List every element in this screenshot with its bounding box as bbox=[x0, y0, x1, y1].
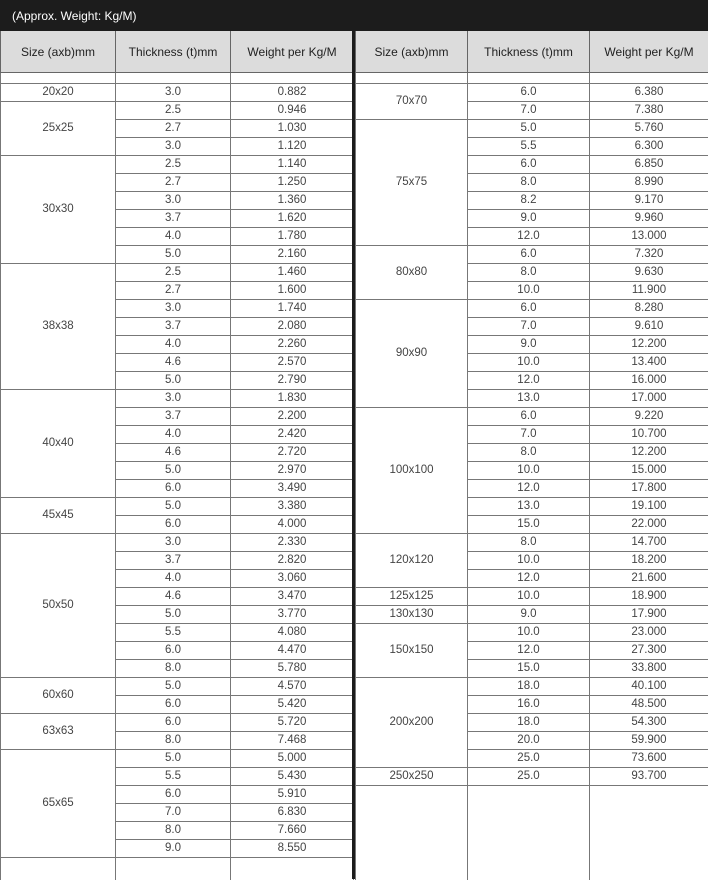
thickness-cell: 10.0 bbox=[468, 624, 590, 642]
thickness-cell: 7.0 bbox=[116, 804, 231, 822]
table-row bbox=[356, 120, 708, 138]
table-row bbox=[1, 498, 354, 516]
thickness-cell: 6.0 bbox=[468, 84, 590, 102]
weight-cell: 3.060 bbox=[231, 570, 354, 588]
table-row bbox=[1, 84, 354, 102]
spacer-cell bbox=[590, 73, 708, 84]
thickness-cell: 8.0 bbox=[468, 174, 590, 192]
thickness-cell: 12.0 bbox=[468, 372, 590, 390]
thickness-cell: 6.0 bbox=[116, 642, 231, 660]
thickness-cell: 5.0 bbox=[116, 462, 231, 480]
thickness-cell: 18.0 bbox=[468, 678, 590, 696]
thickness-cell: 4.0 bbox=[116, 336, 231, 354]
weight-cell: 1.620 bbox=[231, 210, 354, 228]
weight-cell: 17.900 bbox=[590, 606, 708, 624]
weight-cell: 1.250 bbox=[231, 174, 354, 192]
spacer-cell bbox=[468, 73, 590, 84]
table-row bbox=[356, 678, 708, 696]
thickness-cell: 8.2 bbox=[468, 192, 590, 210]
weight-cell: 33.800 bbox=[590, 660, 708, 678]
thickness-cell: 6.0 bbox=[116, 516, 231, 534]
weight-cell: 2.970 bbox=[231, 462, 354, 480]
weight-cell: 2.160 bbox=[231, 246, 354, 264]
weight-cell: 16.000 bbox=[590, 372, 708, 390]
weight-cell: 18.200 bbox=[590, 552, 708, 570]
blank-cell bbox=[590, 786, 708, 880]
weight-cell: 9.960 bbox=[590, 210, 708, 228]
size-cell: 150x150 bbox=[356, 624, 468, 678]
thickness-cell: 2.7 bbox=[116, 120, 231, 138]
table-caption: (Approx. Weight: Kg/M) bbox=[0, 0, 708, 31]
weight-cell: 2.200 bbox=[231, 408, 354, 426]
thickness-cell: 4.6 bbox=[116, 444, 231, 462]
weight-cell: 17.800 bbox=[590, 480, 708, 498]
weight-table-left bbox=[0, 31, 354, 880]
thickness-cell: 12.0 bbox=[468, 480, 590, 498]
thickness-cell: 3.7 bbox=[116, 210, 231, 228]
thickness-cell: 4.6 bbox=[116, 354, 231, 372]
thickness-cell: 15.0 bbox=[468, 516, 590, 534]
weight-cell: 5.000 bbox=[231, 750, 354, 768]
weight-cell: 4.470 bbox=[231, 642, 354, 660]
weight-cell: 2.420 bbox=[231, 426, 354, 444]
weight-cell: 5.420 bbox=[231, 696, 354, 714]
weight-cell: 7.468 bbox=[231, 732, 354, 750]
weight-header: Weight per Kg/M bbox=[590, 31, 708, 73]
blank-cell bbox=[116, 858, 231, 880]
table-row bbox=[356, 624, 708, 642]
size-cell: 125x125 bbox=[356, 588, 468, 606]
thickness-cell: 6.0 bbox=[116, 786, 231, 804]
thickness-cell: 3.7 bbox=[116, 408, 231, 426]
weight-cell: 2.820 bbox=[231, 552, 354, 570]
thickness-cell: 5.5 bbox=[116, 768, 231, 786]
thickness-cell: 4.0 bbox=[116, 228, 231, 246]
size-cell: 50x50 bbox=[1, 534, 116, 678]
table-row bbox=[1, 750, 354, 768]
thickness-cell: 7.0 bbox=[468, 318, 590, 336]
size-cell: 80x80 bbox=[356, 246, 468, 300]
table-row bbox=[1, 678, 354, 696]
weight-cell: 54.300 bbox=[590, 714, 708, 732]
table-row bbox=[356, 246, 708, 264]
size-cell: 70x70 bbox=[356, 84, 468, 120]
table-row bbox=[356, 84, 708, 102]
thickness-cell: 4.6 bbox=[116, 588, 231, 606]
size-cell: 120x120 bbox=[356, 534, 468, 588]
weight-cell: 9.610 bbox=[590, 318, 708, 336]
weight-cell: 7.320 bbox=[590, 246, 708, 264]
weight-cell: 7.660 bbox=[231, 822, 354, 840]
weight-cell: 4.080 bbox=[231, 624, 354, 642]
thickness-cell: 3.7 bbox=[116, 318, 231, 336]
weight-cell: 21.600 bbox=[590, 570, 708, 588]
thickness-cell: 2.5 bbox=[116, 102, 231, 120]
weight-cell: 4.570 bbox=[231, 678, 354, 696]
table-row bbox=[1, 264, 354, 282]
weight-cell: 2.260 bbox=[231, 336, 354, 354]
thickness-cell: 3.0 bbox=[116, 534, 231, 552]
size-cell: 75x75 bbox=[356, 120, 468, 246]
weight-cell: 23.000 bbox=[590, 624, 708, 642]
spacer-cell bbox=[1, 73, 116, 84]
thickness-cell: 3.0 bbox=[116, 192, 231, 210]
thickness-cell: 6.0 bbox=[468, 156, 590, 174]
thickness-cell: 10.0 bbox=[468, 282, 590, 300]
weight-cell: 17.000 bbox=[590, 390, 708, 408]
size-cell: 130x130 bbox=[356, 606, 468, 624]
size-cell: 250x250 bbox=[356, 768, 468, 786]
weight-cell: 1.830 bbox=[231, 390, 354, 408]
weight-cell: 3.470 bbox=[231, 588, 354, 606]
thickness-cell: 12.0 bbox=[468, 570, 590, 588]
weight-table-right bbox=[355, 31, 708, 880]
spacer-cell bbox=[231, 73, 354, 84]
weight-cell: 5.760 bbox=[590, 120, 708, 138]
weight-cell: 93.700 bbox=[590, 768, 708, 786]
table-row bbox=[1, 534, 354, 552]
weight-cell: 2.570 bbox=[231, 354, 354, 372]
weight-cell: 1.120 bbox=[231, 138, 354, 156]
weight-cell: 59.900 bbox=[590, 732, 708, 750]
weight-cell: 1.360 bbox=[231, 192, 354, 210]
weight-cell: 10.700 bbox=[590, 426, 708, 444]
thickness-cell: 5.0 bbox=[116, 750, 231, 768]
thickness-cell: 6.0 bbox=[468, 246, 590, 264]
thickness-cell: 8.0 bbox=[468, 444, 590, 462]
thickness-cell: 10.0 bbox=[468, 354, 590, 372]
size-cell: 40x40 bbox=[1, 390, 116, 498]
size-cell: 60x60 bbox=[1, 678, 116, 714]
weight-cell: 8.280 bbox=[590, 300, 708, 318]
weight-cell: 12.200 bbox=[590, 444, 708, 462]
weight-cell: 9.630 bbox=[590, 264, 708, 282]
thickness-cell: 6.0 bbox=[468, 408, 590, 426]
thickness-cell: 2.5 bbox=[116, 156, 231, 174]
thickness-cell: 12.0 bbox=[468, 228, 590, 246]
size-header: Size (axb)mm bbox=[1, 31, 116, 73]
weight-cell: 1.140 bbox=[231, 156, 354, 174]
table-row bbox=[356, 300, 708, 318]
blank-row bbox=[356, 786, 708, 880]
size-header: Size (axb)mm bbox=[356, 31, 468, 73]
weight-cell: 8.550 bbox=[231, 840, 354, 858]
thickness-cell: 13.0 bbox=[468, 390, 590, 408]
weight-cell: 18.900 bbox=[590, 588, 708, 606]
weight-cell: 1.740 bbox=[231, 300, 354, 318]
weight-cell: 6.380 bbox=[590, 84, 708, 102]
thickness-cell: 15.0 bbox=[468, 660, 590, 678]
thickness-cell: 8.0 bbox=[116, 732, 231, 750]
thickness-header: Thickness (t)mm bbox=[116, 31, 231, 73]
weight-cell: 3.380 bbox=[231, 498, 354, 516]
thickness-cell: 5.0 bbox=[468, 120, 590, 138]
thickness-cell: 10.0 bbox=[468, 462, 590, 480]
thickness-cell: 2.7 bbox=[116, 282, 231, 300]
thickness-cell: 25.0 bbox=[468, 768, 590, 786]
weight-header: Weight per Kg/M bbox=[231, 31, 354, 73]
table-row bbox=[1, 156, 354, 174]
thickness-cell: 5.0 bbox=[116, 372, 231, 390]
thickness-cell: 25.0 bbox=[468, 750, 590, 768]
weight-cell: 3.490 bbox=[231, 480, 354, 498]
thickness-cell: 5.0 bbox=[116, 678, 231, 696]
table-row bbox=[356, 606, 708, 624]
weight-cell: 5.430 bbox=[231, 768, 354, 786]
size-cell: 45x45 bbox=[1, 498, 116, 534]
weight-cell: 13.400 bbox=[590, 354, 708, 372]
weight-cell: 12.200 bbox=[590, 336, 708, 354]
weight-cell: 1.600 bbox=[231, 282, 354, 300]
blank-cell bbox=[356, 786, 468, 880]
table-row bbox=[1, 714, 354, 732]
blank-cell bbox=[1, 858, 116, 880]
size-cell: 38x38 bbox=[1, 264, 116, 390]
thickness-cell: 5.5 bbox=[468, 138, 590, 156]
weight-cell: 13.000 bbox=[590, 228, 708, 246]
weight-cell: 5.720 bbox=[231, 714, 354, 732]
thickness-cell: 9.0 bbox=[116, 840, 231, 858]
weight-cell: 48.500 bbox=[590, 696, 708, 714]
table-row bbox=[1, 102, 354, 120]
thickness-cell: 3.0 bbox=[116, 390, 231, 408]
weight-cell: 22.000 bbox=[590, 516, 708, 534]
size-cell: 63x63 bbox=[1, 714, 116, 750]
thickness-cell: 7.0 bbox=[468, 102, 590, 120]
weight-cell: 2.080 bbox=[231, 318, 354, 336]
table-row bbox=[356, 588, 708, 606]
thickness-cell: 13.0 bbox=[468, 498, 590, 516]
weight-cell: 19.100 bbox=[590, 498, 708, 516]
weight-cell: 1.780 bbox=[231, 228, 354, 246]
thickness-cell: 5.0 bbox=[116, 606, 231, 624]
size-cell: 25x25 bbox=[1, 102, 116, 156]
size-cell: 200x200 bbox=[356, 678, 468, 768]
weight-cell: 40.100 bbox=[590, 678, 708, 696]
weight-cell: 9.220 bbox=[590, 408, 708, 426]
blank-cell bbox=[468, 786, 590, 880]
weight-cell: 5.780 bbox=[231, 660, 354, 678]
weight-cell: 3.770 bbox=[231, 606, 354, 624]
thickness-cell: 8.0 bbox=[468, 264, 590, 282]
table-row bbox=[356, 408, 708, 426]
thickness-cell: 3.0 bbox=[116, 84, 231, 102]
size-cell: 30x30 bbox=[1, 156, 116, 264]
weight-cell: 2.330 bbox=[231, 534, 354, 552]
weight-cell: 5.910 bbox=[231, 786, 354, 804]
thickness-cell: 5.5 bbox=[116, 624, 231, 642]
weight-cell: 2.790 bbox=[231, 372, 354, 390]
weight-cell: 6.300 bbox=[590, 138, 708, 156]
weight-cell: 0.946 bbox=[231, 102, 354, 120]
weight-cell: 7.380 bbox=[590, 102, 708, 120]
weight-cell: 6.850 bbox=[590, 156, 708, 174]
weight-cell: 8.990 bbox=[590, 174, 708, 192]
thickness-cell: 6.0 bbox=[468, 300, 590, 318]
size-cell: 65x65 bbox=[1, 750, 116, 858]
weight-cell: 1.460 bbox=[231, 264, 354, 282]
thickness-cell: 6.0 bbox=[116, 480, 231, 498]
thickness-cell: 8.0 bbox=[468, 534, 590, 552]
thickness-cell: 18.0 bbox=[468, 714, 590, 732]
thickness-header: Thickness (t)mm bbox=[468, 31, 590, 73]
spacer-cell bbox=[356, 73, 468, 84]
thickness-cell: 6.0 bbox=[116, 696, 231, 714]
thickness-cell: 5.0 bbox=[116, 498, 231, 516]
weight-cell: 27.300 bbox=[590, 642, 708, 660]
thickness-cell: 4.0 bbox=[116, 570, 231, 588]
table-row bbox=[356, 534, 708, 552]
weight-cell: 1.030 bbox=[231, 120, 354, 138]
spacer-cell bbox=[116, 73, 231, 84]
blank-row bbox=[1, 858, 354, 880]
thickness-cell: 16.0 bbox=[468, 696, 590, 714]
thickness-cell: 10.0 bbox=[468, 588, 590, 606]
weight-cell: 9.170 bbox=[590, 192, 708, 210]
size-cell: 100x100 bbox=[356, 408, 468, 534]
thickness-cell: 5.0 bbox=[116, 246, 231, 264]
thickness-cell: 6.0 bbox=[116, 714, 231, 732]
thickness-cell: 8.0 bbox=[116, 822, 231, 840]
size-cell: 20x20 bbox=[1, 84, 116, 102]
weight-cell: 0.882 bbox=[231, 84, 354, 102]
thickness-cell: 12.0 bbox=[468, 642, 590, 660]
thickness-cell: 2.7 bbox=[116, 174, 231, 192]
weight-cell: 11.900 bbox=[590, 282, 708, 300]
thickness-cell: 3.0 bbox=[116, 300, 231, 318]
thickness-cell: 2.5 bbox=[116, 264, 231, 282]
thickness-cell: 8.0 bbox=[116, 660, 231, 678]
thickness-cell: 3.0 bbox=[116, 138, 231, 156]
thickness-cell: 3.7 bbox=[116, 552, 231, 570]
thickness-cell: 4.0 bbox=[116, 426, 231, 444]
size-cell: 90x90 bbox=[356, 300, 468, 408]
blank-cell bbox=[231, 858, 354, 880]
thickness-cell: 9.0 bbox=[468, 336, 590, 354]
thickness-cell: 9.0 bbox=[468, 210, 590, 228]
table-row bbox=[1, 390, 354, 408]
table-row bbox=[356, 768, 708, 786]
weight-cell: 4.000 bbox=[231, 516, 354, 534]
thickness-cell: 20.0 bbox=[468, 732, 590, 750]
weight-cell: 73.600 bbox=[590, 750, 708, 768]
weight-cell: 2.720 bbox=[231, 444, 354, 462]
weight-cell: 6.830 bbox=[231, 804, 354, 822]
weight-cell: 14.700 bbox=[590, 534, 708, 552]
thickness-cell: 9.0 bbox=[468, 606, 590, 624]
thickness-cell: 10.0 bbox=[468, 552, 590, 570]
thickness-cell: 7.0 bbox=[468, 426, 590, 444]
weight-cell: 15.000 bbox=[590, 462, 708, 480]
